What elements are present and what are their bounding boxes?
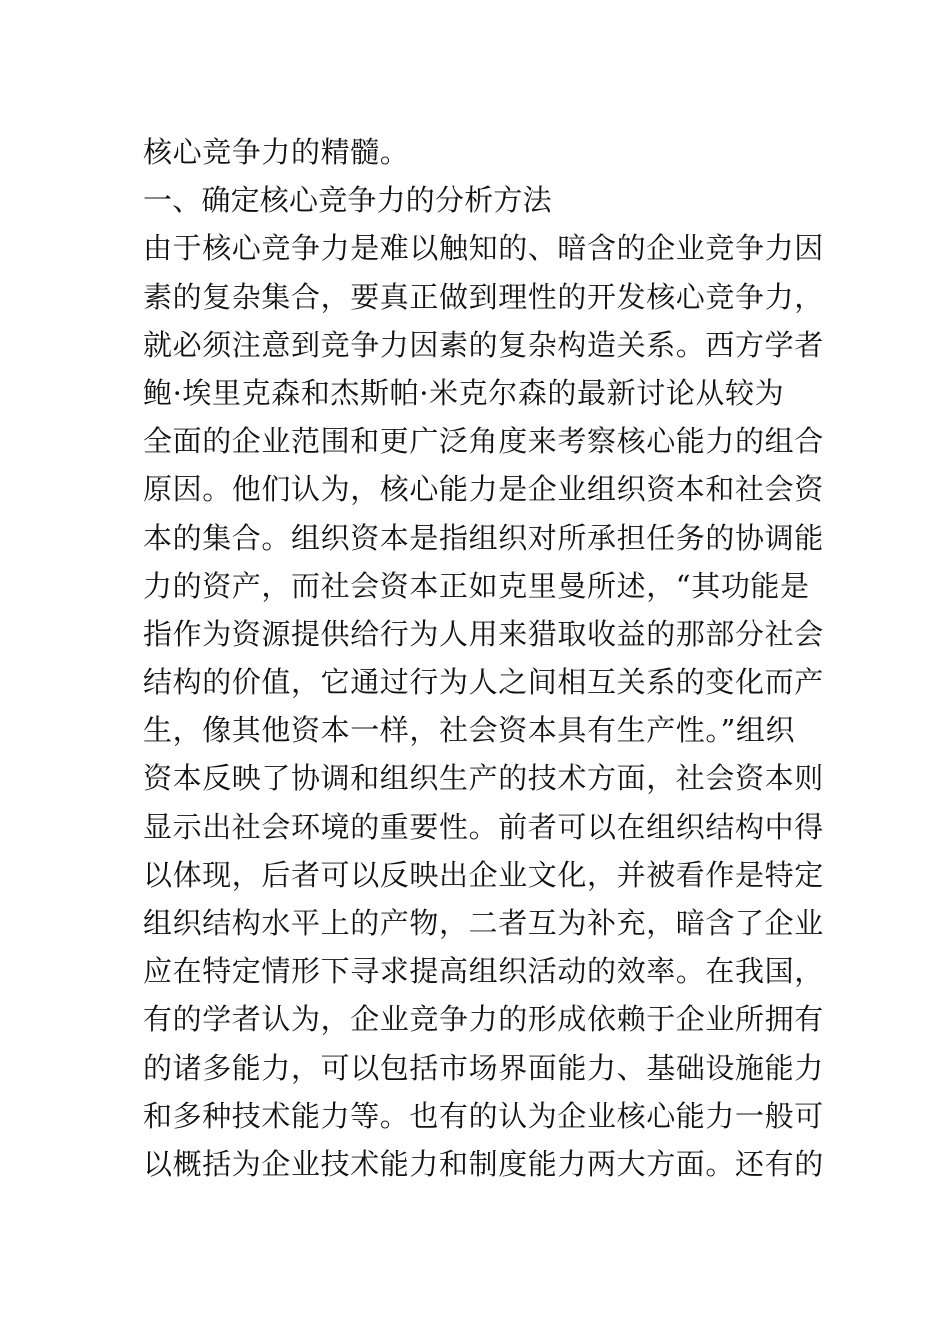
text-line: 和多种技术能力等。也有的认为企业核心能力一般可 <box>143 1098 824 1133</box>
text-line: 由于核心竞争力是难以触知的、暗含的企业竞争力因 <box>143 231 824 266</box>
text-line: 鲍·埃里克森和杰斯帕·米克尔森的最新讨论从较为 <box>143 375 785 410</box>
text-line: 应在特定情形下寻求提高组织活动的效率。在我国， <box>143 954 824 989</box>
text-line: 生，像其他资本一样，社会资本具有生产性。”组织 <box>143 713 796 748</box>
text-line: 以体现，后者可以反映出企业文化，并被看作是特定 <box>143 857 824 892</box>
text-line: 指作为资源提供给行为人用来猎取收益的那部分社会 <box>143 616 824 651</box>
section-heading: 一、确定核心竞争力的分析方法 <box>143 183 552 218</box>
text-line: 本的集合。组织资本是指组织对所承担任务的协调能 <box>143 520 824 555</box>
text-line: 力的资产，而社会资本正如克里曼所述，“其功能是 <box>143 568 810 603</box>
text-line: 结构的价值，它通过行为人之间相互关系的变化而产 <box>143 665 824 700</box>
text-line: 核心竞争力的精髓。 <box>143 135 410 169</box>
text-line: 显示出社会环境的重要性。前者可以在组织结构中得 <box>143 809 824 844</box>
text-line: 组织结构水平上的产物，二者互为补充，暗含了企业 <box>143 906 824 940</box>
text-line: 的诸多能力，可以包括市场界面能力、基础设施能力 <box>143 1050 824 1085</box>
text-line: 资本反映了协调和组织生产的技术方面，社会资本则 <box>143 761 824 796</box>
text-line: 就必须注意到竞争力因素的复杂构造关系。西方学者 <box>143 327 824 362</box>
body-text <box>143 128 824 1188</box>
text-line: 素的复杂集合，要真正做到理性的开发核心竞争力， <box>143 279 824 314</box>
text-line: 有的学者认为，企业竞争力的形成依赖于企业所拥有 <box>143 1002 824 1037</box>
text-line: 全面的企业范围和更广泛角度来考察核心能力的组合 <box>143 424 824 459</box>
text-line: 以概括为企业技术能力和制度能力两大方面。还有的 <box>143 1146 824 1181</box>
text-line: 原因。他们认为，核心能力是企业组织资本和社会资 <box>143 472 824 507</box>
